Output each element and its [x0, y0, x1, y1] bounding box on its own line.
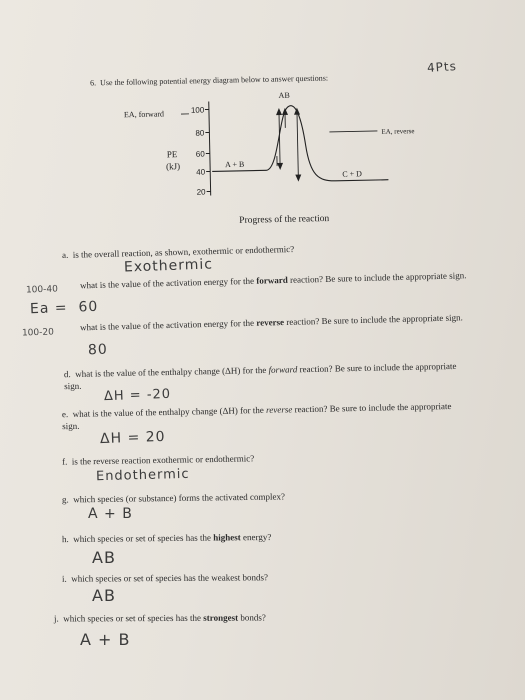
question-d: d. what is the value of the enthalpy change (ΔH) for the forward reaction? Be sure to include the appropriate sign. [63, 360, 457, 392]
answer-b: Ea = 60 [29, 298, 99, 318]
answer-a: Exothermic [123, 256, 214, 276]
ea-forward-label: EA, forward [123, 109, 165, 120]
answer-e: ΔH = 20 [99, 428, 166, 448]
question-number: 6. [89, 78, 97, 88]
tick-20: 20 [196, 187, 206, 197]
question-e: e. what is the value of the enthalpy change (ΔH) for the reverse reaction? Be sure to include the appropriate sign. [61, 401, 452, 432]
answer-d: ΔH = -20 [103, 386, 172, 405]
answer-j: A + B [80, 630, 131, 649]
question-h: h. which species or set of species has the highest energy? [61, 531, 272, 545]
answer-c: 80 [87, 341, 109, 359]
question-a: a. is the overall reaction, as shown, exothermic or endothermic? [61, 243, 295, 261]
question-c: what is the value of the activation energy for the reverse reaction? Be sure to include the appropriate sign. [79, 312, 463, 333]
tick-80: 80 [195, 128, 205, 138]
answer-h: AB [92, 548, 116, 567]
y-axis [209, 101, 211, 195]
question-b: what is the value of the activation energy for the forward reaction? Be sure to include the appropriate sign. [79, 270, 467, 291]
tick-60: 60 [195, 149, 205, 159]
tick-100: 100 [190, 105, 205, 115]
margin-note-b: 100-40 [25, 284, 59, 296]
question-g: g. which species (or substance) forms the activated complex? [61, 491, 285, 505]
answer-f: Endothermic [95, 466, 190, 485]
energy-diagram [120, 86, 440, 236]
y-label-kj: (kJ) [165, 161, 181, 172]
question-j: j. which species or set of species has the strongest bonds? [53, 612, 266, 624]
margin-note-c: 100-20 [21, 327, 55, 339]
instruction-text: Use the following potential energy diagram below to answer questions: [99, 73, 329, 88]
ea-reverse-label: EA, reverse [381, 127, 415, 136]
points-note: 4Pts [426, 58, 458, 76]
x-axis-label: Progress of the reaction [239, 213, 330, 226]
y-label-pe: PE [166, 149, 178, 160]
answer-i: AB [92, 586, 116, 605]
answer-g: A + B [88, 506, 133, 522]
products-label: C + D [342, 169, 363, 179]
tick-40: 40 [196, 167, 206, 177]
question-f: f. is the reverse reaction exothermic or endothermic? [61, 453, 255, 467]
question-i: i. which species or set of species has the weakest bonds? [61, 572, 269, 584]
reactants-label: A + B [224, 159, 245, 170]
activated-complex-label: AB [278, 90, 290, 101]
